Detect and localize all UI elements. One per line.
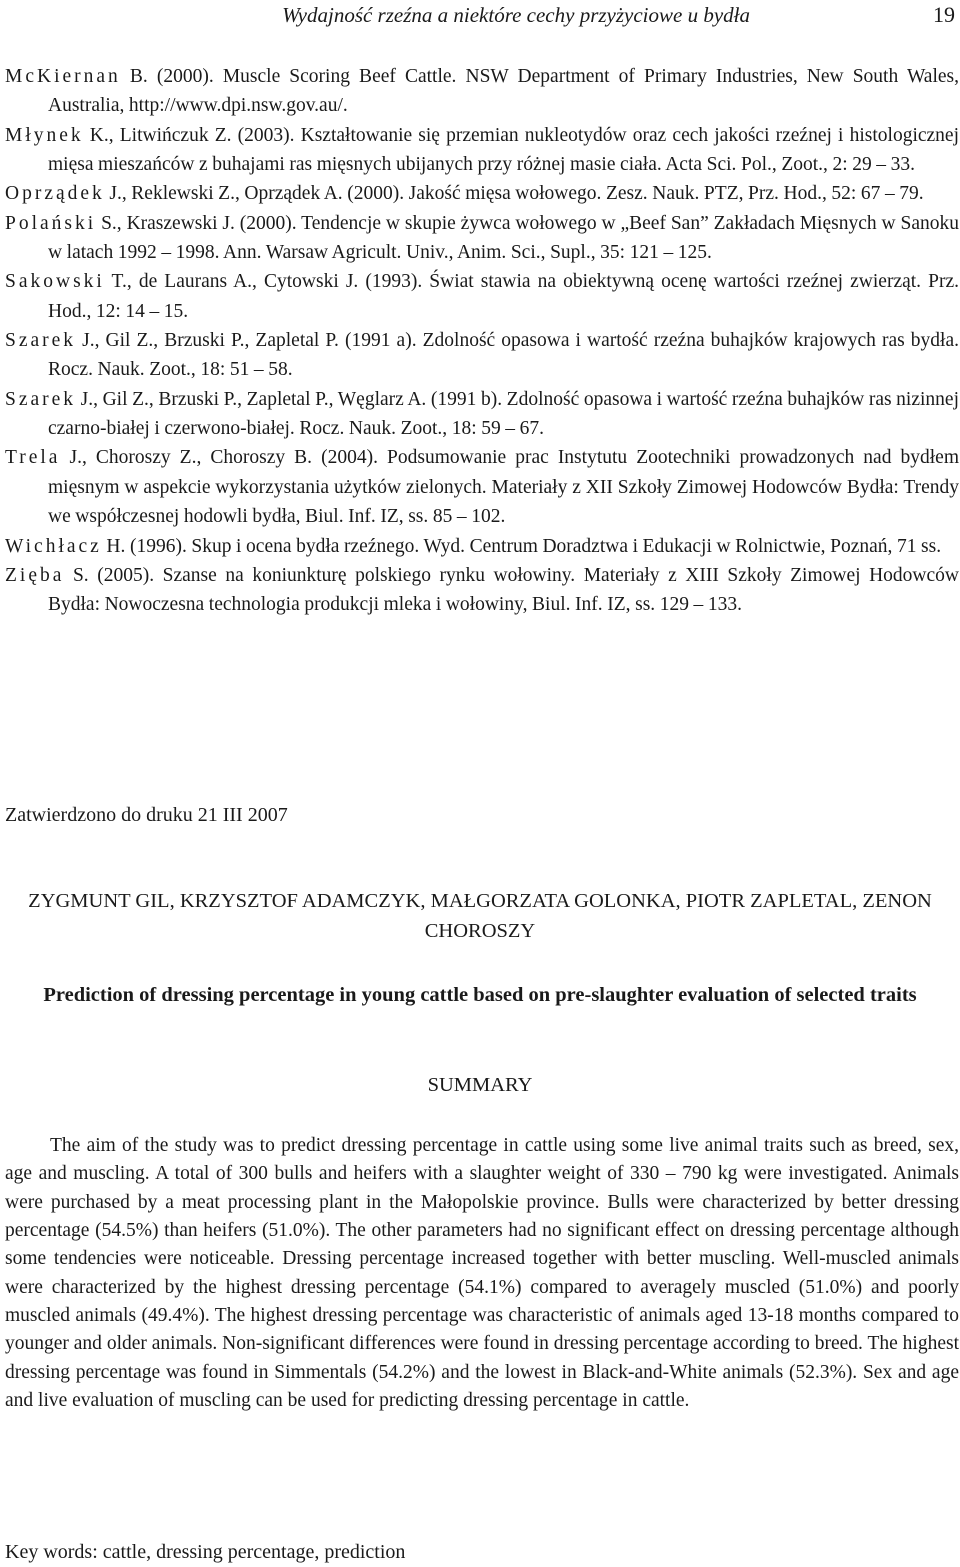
reference-first-author: Trela [5,447,61,469]
reference-list [5,62,959,620]
reference-item [5,326,959,385]
reference-first-author: Sakowski [5,271,105,293]
running-title: Wydajność rzeźna a niektóre cechy przyżyciowe u bydła [282,3,750,27]
approval-date-line: Zatwierdzono do druku 21 III 2007 [5,804,288,826]
reference-text: K., Litwińczuk Z. (2003). Kształtowanie się przemian nukleotydów oraz cech jakości rzeźnej i histologicznej mięsa mieszańców z buhajami ras mięsnych ubijanych przy różnej masie ciała. Acta Sci. Pol., Zoot., 2: 29 – 33. [48,124,959,176]
reference-item [5,443,959,531]
reference-text: S. (2005). Szanse na koniunkturę polskiego rynku wołowiny. Materiały z XIII Szkoły Zimowej Hodowców Bydła: Nowoczesna technologia produkcji mleka i wołowiny, Biul. Inf. IZ, ss. 129 – 133. [48,564,959,616]
reference-text: J., Gil Z., Brzuski P., Zapletal P. (1991 a). Zdolność opasowa i wartość rzeźna buhajków krajowych ras bydła. Rocz. Nauk. Zoot., 18: 51 – 58. [48,330,959,381]
reference-text: J., Gil Z., Brzuski P., Zapletal P., Węglarz A. (1991 b). Zdolność opasowa i wartość rzeźna buhajków ras nizinnej czarno-białej i czerwono-białej. Rocz. Nauk. Zoot., 18: 59 – 67. [48,388,959,440]
reference-first-author: Szarek [5,388,77,410]
reference-item [5,532,959,561]
running-header [0,0,960,30]
reference-item [5,209,959,268]
reference-text: S., Kraszewski J. (2000). Tendencje w skupie żywca wołowego w „Beef San” Zakładach Mięsnych w Sanoku w latach 1992 – 1998. Ann. Warsaw Agricult. Univ., Anim. Sci., Supl., 35: 121 – 125. [48,212,959,264]
reference-first-author: Polański [5,212,97,234]
page-number: 19 [933,2,955,27]
reference-text: H. (1996). Skup i ocena bydła rzeźnego. Wyd. Centrum Doradztwa i Edukacji w Rolnictwie, Poznań, 71 ss. [101,535,942,557]
reference-item [5,62,959,121]
reference-first-author: Wichłacz [5,535,102,557]
reference-first-author: McKiernan [5,66,121,87]
reference-item [5,179,959,208]
reference-first-author: Oprządek [5,183,105,205]
reference-item [5,561,959,620]
reference-text: J., Choroszy Z., Choroszy B. (2004). Podsumowanie prac Instytutu Zootechniki prowadzonych nad bydłem mięsnym w aspekcie wykorzystania użytków zielonych. Materiały z XII Szkoły Zimowej Hodowców Bydła: Trendy we współczesnej hodowli bydła, Biul. Inf. IZ, ss. 85 – 102. [48,447,959,528]
english-title: Prediction of dressing percentage in young cattle based on pre-slaughter evaluation of selected traits [43,984,917,1006]
reference-item [5,121,959,180]
reference-item [5,267,959,326]
reference-text: B. (2000). Muscle Scoring Beef Cattle. NSW Department of Primary Industries, New South Wales, Australia, http://www.dpi.nsw.gov.au/. [48,66,959,117]
summary-paragraph: The aim of the study was to predict dressing percentage in cattle using some live animal traits such as breed, sex, age and muscling. A total of 300 bulls and heifers with a slaughter weight of 330 – 790 kg were investigated. Animals were purchased by a meat processing plant in the Małopolskie province. Bulls were characterized by better dressing percentage (54.5%) than heifers (51.0%). The other parameters had no significant effect on dressing percentage although some tendencies were noticeable. Dressing percentage increased together with better muscling. Well-muscled animals were characterized by the highest dressing percentage (54.1%) compared to averagely muscled (51.0%) and poorly muscled animals (49.4%). The highest dressing percentage was characteristic of animals aged 13-18 months compared to younger and older animals. Non-significant differences were found in dressing percentage according to breed. The highest dressing percentage was found in Simmentals (54.2%) and the lowest in Black-and-White animals (52.3%). Sex and age and live evaluation of muscling can be used for predicting dressing percentage in cattle. [5,1135,959,1412]
reference-first-author: Szarek [5,330,77,352]
reference-item [5,385,959,444]
english-authors: ZYGMUNT GIL, KRZYSZTOF ADAMCZYK, MAŁGORZATA GOLONKA, PIOTR ZAPLETAL, ZENON CHOROSZY [28,890,932,942]
reference-first-author: Młynek [5,124,84,146]
keywords-line: Key words: cattle, dressing percentage, prediction [5,1541,406,1563]
summary-heading: SUMMARY [427,1074,533,1096]
reference-text: J., Reklewski Z., Oprządek A. (2000). Jakość mięsa wołowego. Zesz. Nauk. PTZ, Prz. Hod., 52: 67 – 79. [104,183,924,205]
reference-first-author: Zięba [5,564,65,586]
reference-text: T., de Laurans A., Cytowski J. (1993). Świat stawia na obiektywną ocenę wartości rzeźnej zwierząt. Prz. Hod., 12: 14 – 15. [48,271,959,322]
